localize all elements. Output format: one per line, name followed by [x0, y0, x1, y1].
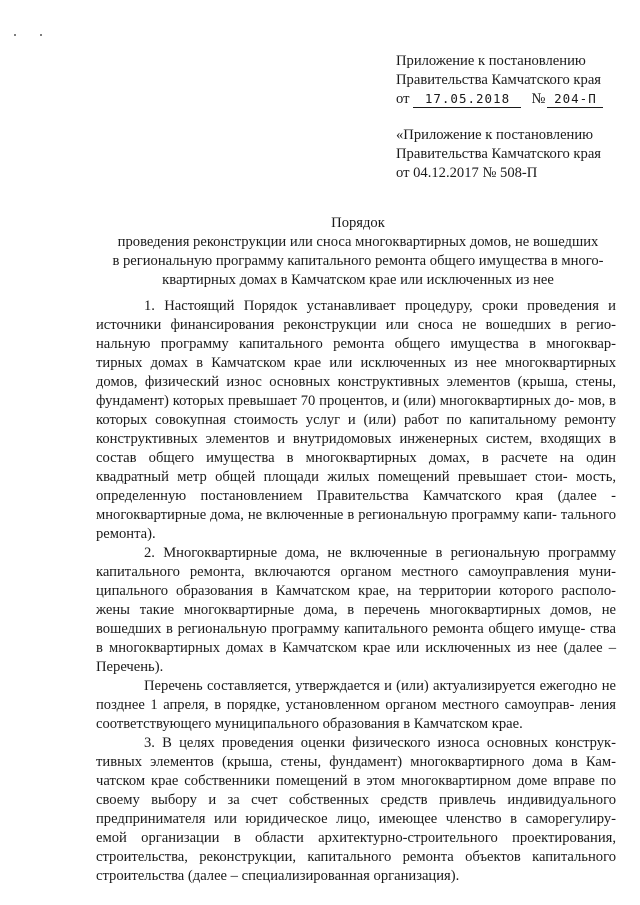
appendix-number-field: 204-П	[547, 90, 603, 108]
paragraph-1: 1. Настоящий Порядок устанавливает процедуру, сроки проведения и источники финансирования реконструкции или сноса не вошедших в регио- нальную программу капитального ремонта общего имущества в многоквар- тирных домах в Камчатском крае или исключенных из нее многоквартирных домов, физический износ основных конструктивных элементов (крыша, стены, фундамент) которых превышает 70 процентов, и (или) многоквартирных до- мов, в которых совокупная стоимость услуг и (или) работ по капитальному ремонту конструктивных элементов и внутридомовых инженерных систем, входящих в состав общего имущества в многоквартирных домах, в расчете на один квадратный метр общей площади жилых помещений превышает стои- мость, определенную постановлением Правительства Камчатского края (далее - многоквартирные дома, не включенные в региональную программу капи- тального ремонта).	[96, 298, 616, 542]
title-line1: проведения реконструкции или сноса многоквартирных домов, не вошедших	[117, 234, 599, 250]
document-body	[96, 297, 616, 886]
paragraph-2: 2. Многоквартирные дома, не включенные в региональную программу капитального ремонта, включаются органом местного самоуправления муни- ципального образования в Камчатском крае, на территории которого располо- жены такие многоквартирные дома, в перечень многоквартирных домов, не вошедших в региональную программу капитального ремонта общего имуще- ства в многоквартирных домах в Камчатском крае или исключенных из нее (далее – Перечень).	[96, 545, 616, 675]
appendix-prior-block	[396, 126, 628, 183]
appendix-current-block	[396, 52, 628, 109]
scan-speck	[14, 34, 16, 36]
appendix-date-field: 17.05.2018	[413, 90, 521, 108]
document-title	[92, 214, 624, 290]
appendix-prior-line3: от 04.12.2017 № 508-П	[396, 165, 538, 181]
number-prefix: №	[531, 91, 546, 107]
appendix-current-date-row	[396, 90, 628, 109]
title-heading: Порядок	[331, 215, 385, 231]
appendix-prior-line1: «Приложение к постановлению	[396, 127, 594, 143]
paragraph-3: Перечень составляется, утверждается и (или) актуализируется ежегодно не позднее 1 апреля, в порядке, установленном органом местного самоуправ- ления соответствующего муниципального образования в Камчатском крае.	[96, 678, 616, 732]
appendix-current-line1: Приложение к постановлению	[396, 53, 586, 69]
title-line3: квартирных домах в Камчатском крае или исключенных из нее	[162, 272, 554, 288]
date-prefix: от	[396, 91, 410, 107]
title-line2: в региональную программу капитального ремонта общего имущества в много-	[112, 253, 604, 269]
appendix-prior-line2: Правительства Камчатского края	[396, 146, 602, 162]
appendix-current-line2: Правительства Камчатского края	[396, 72, 602, 88]
scan-speck	[40, 34, 42, 36]
paragraph-4: 3. В целях проведения оценки физического износа основных конструк- тивных элементов (крыша, стены, фундамент) многоквартирного дома в Кам- чатском крае собственники помещений в этом многоквартирном доме вправе по своему выбору и за счет собственных средств привлечь индивидуального предпринимателя или юридическое лицо, имеющее членство в саморегулиру- емой организации в области архитектурно-строительного проектирования, строительства, реконструкции, капитального ремонта объектов капитального строительства (далее – специализированная организация).	[96, 735, 616, 884]
